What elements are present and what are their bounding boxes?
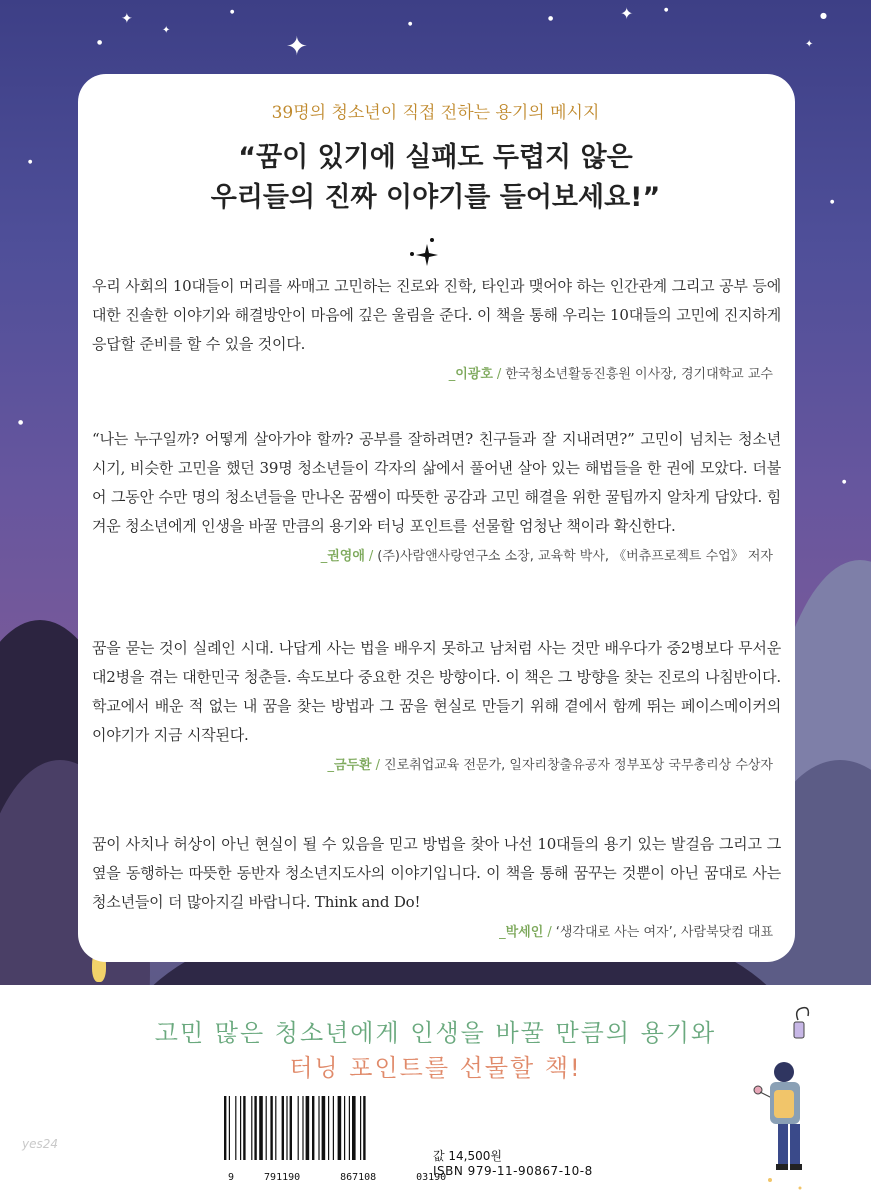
- barcode-bar: [251, 1096, 252, 1160]
- star-icon: ●: [97, 39, 103, 46]
- barcode-bar: [240, 1096, 241, 1160]
- barcode-bar: [229, 1096, 230, 1160]
- barcode-bar: [344, 1096, 345, 1160]
- review-3: [92, 634, 781, 773]
- barcode-bar: [302, 1096, 303, 1160]
- star-icon: ●: [820, 11, 827, 20]
- barcode-bar: [312, 1096, 314, 1160]
- barcode-bar: [360, 1096, 361, 1160]
- star-icon: ✦: [121, 11, 133, 27]
- barcode-bar: [282, 1096, 284, 1160]
- reviewer-affiliation: ‘생각대로 사는 여자’, 사람북닷컴 대표: [555, 925, 773, 940]
- barcode-bar: [298, 1096, 299, 1160]
- barcode-bar: [266, 1096, 267, 1160]
- star-icon: ✦: [162, 25, 171, 36]
- reviewer-name: 이광호: [455, 367, 493, 382]
- barcode-bar: [254, 1096, 256, 1160]
- barcode-digits: [228, 1172, 446, 1183]
- reviewer-name: 금두환: [333, 758, 372, 773]
- barcode-digit-group: 03190: [416, 1172, 447, 1183]
- barcode-bar: [333, 1096, 334, 1160]
- barcode-bar: [286, 1096, 287, 1160]
- barcode-bar: [235, 1096, 236, 1160]
- headline: [0, 138, 871, 218]
- star-icon: ●: [548, 15, 554, 22]
- isbn-label: ISBN 979-11-90867-10-8: [433, 1164, 593, 1178]
- hiker-illustration: [740, 1000, 850, 1200]
- headline-line-1: “꿈이 있기에 실패도 두렵지 않은: [238, 142, 633, 173]
- star-icon: ●: [28, 159, 33, 165]
- reviewer-affiliation: 진로취업교육 전문가, 일자리창출유공자 정부포상 국무총리상 수상자: [384, 758, 773, 773]
- review-credit: _금두환 / 진로취업교육 전문가, 일자리창출유공자 정부포상 국무총리상 수상자: [327, 758, 773, 773]
- review-text: 꿈을 묻는 것이 실례인 시대. 나답게 사는 법을 배우지 못하고 남처럼 사는 것만 배우다가 중2병보다 무서운 대2병을 겪는 대한민국 청춘들. 속도보다 중요한 것은 방향이다. 이 책은 그 방향을 찾는 진로의 나침반이다. 학교에서 배운 적 없는 내 꿈을 찾는 방법과 그 꿈을 현실로 만들기 위해 곁에서 함께 뛰는 페이스메이커의 이야기가 지금 시작된다.: [92, 639, 781, 744]
- reviewer-affiliation: 한국청소년활동진흥원 이사장, 경기대학교 교수: [505, 367, 773, 382]
- barcode-bar: [318, 1096, 319, 1160]
- review-text: 우리 사회의 10대들이 머리를 싸매고 고민하는 진로와 진학, 타인과 맺어야 하는 인간관계 그리고 공부 등에 대한 진솔한 이야기와 해결방안이 마음에 깊은 울림을 준다. 이 책을 통해 우리는 10대들의 고민에 진지하게 응답할 준비를 할 수 있을 것이다.: [92, 277, 781, 353]
- barcode-image: [222, 1096, 420, 1160]
- review-1: [92, 272, 781, 382]
- sparkle-icon: [408, 236, 444, 266]
- star-icon: ●: [842, 479, 847, 485]
- tagline: 39명의 청소년이 직접 전하는 용기의 메시지: [271, 103, 600, 123]
- star-icon: ✦: [620, 4, 634, 23]
- review-2: [92, 425, 781, 564]
- barcode-digit-group: 867108: [340, 1172, 377, 1183]
- barcode-bar: [306, 1096, 310, 1160]
- star-icon: ●: [230, 9, 235, 15]
- star-icon: ●: [408, 21, 413, 27]
- review-credit: _권영애 / (주)사람앤사랑연구소 소장, 교육학 박사, 《버츄프로젝트 수업》 저자: [320, 549, 773, 564]
- barcode-bar: [290, 1096, 292, 1160]
- headline-line-2: 우리들의 진짜 이야기를 들어보세요!”: [210, 182, 661, 213]
- barcode-bar: [349, 1096, 350, 1160]
- barcode-bar: [322, 1096, 326, 1160]
- review-4: [92, 830, 781, 940]
- reviewer-name: 박세인: [505, 925, 544, 940]
- price-label: 값 14,500원: [433, 1149, 502, 1163]
- barcode-digit-group: 791190: [264, 1172, 301, 1183]
- barcode-digit-group: 9: [228, 1172, 235, 1183]
- barcode-bar: [363, 1096, 365, 1160]
- star-icon: ✦: [805, 39, 814, 50]
- star-icon: ✦: [286, 32, 308, 62]
- review-credit: _박세인 / ‘생각대로 사는 여자’, 사람북닷컴 대표: [499, 925, 773, 940]
- star-icon: ●: [664, 7, 669, 13]
- barcode-bar: [275, 1096, 276, 1160]
- promo-line-2: 터닝 포인트를 선물할 책!: [289, 1054, 582, 1082]
- reviewer-affiliation: (주)사람앤사랑연구소 소장, 교육학 박사, 《버츄프로젝트 수업》 저자: [377, 549, 773, 564]
- review-credit: _이광호 / 한국청소년활동진흥원 이사장, 경기대학교 교수: [448, 367, 773, 382]
- watermark-text: yes24: [22, 1137, 59, 1151]
- reviewer-name: 권영애: [327, 549, 365, 564]
- barcode-bar: [259, 1096, 263, 1160]
- promo-line-1: 고민 많은 청소년에게 인생을 바꿀 만큼의 용기와: [154, 1019, 717, 1047]
- barcode-bar: [224, 1096, 226, 1160]
- star-icon: ●: [18, 419, 24, 426]
- barcode-bar: [243, 1096, 245, 1160]
- barcode-bar: [352, 1096, 356, 1160]
- barcode-bar: [328, 1096, 329, 1160]
- barcode-bar: [270, 1096, 272, 1160]
- review-text: “나는 누구일까? 어떻게 살아가야 할까? 공부를 잘하려면? 친구들과 잘 지내려면?” 고민이 넘치는 청소년 시기, 비슷한 고민을 했던 39명 청소년들이 각자의 삶에서 풀어낸 살아 있는 해법들을 한 권에 모았다. 더불어 그동안 수만 명의 청소년들을 만나온 꿈쌤이 따뜻한 공감과 고민 해결을 위한 꿀팁까지 알차게 담았다. 힘겨운 청소년에게 인생을 바꿀 만큼의 용기와 터닝 포인트를 선물할 엄청난 책이라 확신한다.: [92, 430, 781, 535]
- star-icon: ●: [830, 199, 835, 205]
- barcode-bar: [338, 1096, 342, 1160]
- review-text: 꿈이 사치나 허상이 아닌 현실이 될 수 있음을 믿고 방법을 찾아 나선 10대들의 용기 있는 발걸음 그리고 그 옆을 동행하는 따뜻한 동반자 청소년지도사의 이야기입니다. 이 책을 통해 꿈꾸는 것뿐이 아닌 꿈대로 사는 청소년들이 더 많아지길 바랍니다. Think and Do!: [92, 835, 781, 911]
